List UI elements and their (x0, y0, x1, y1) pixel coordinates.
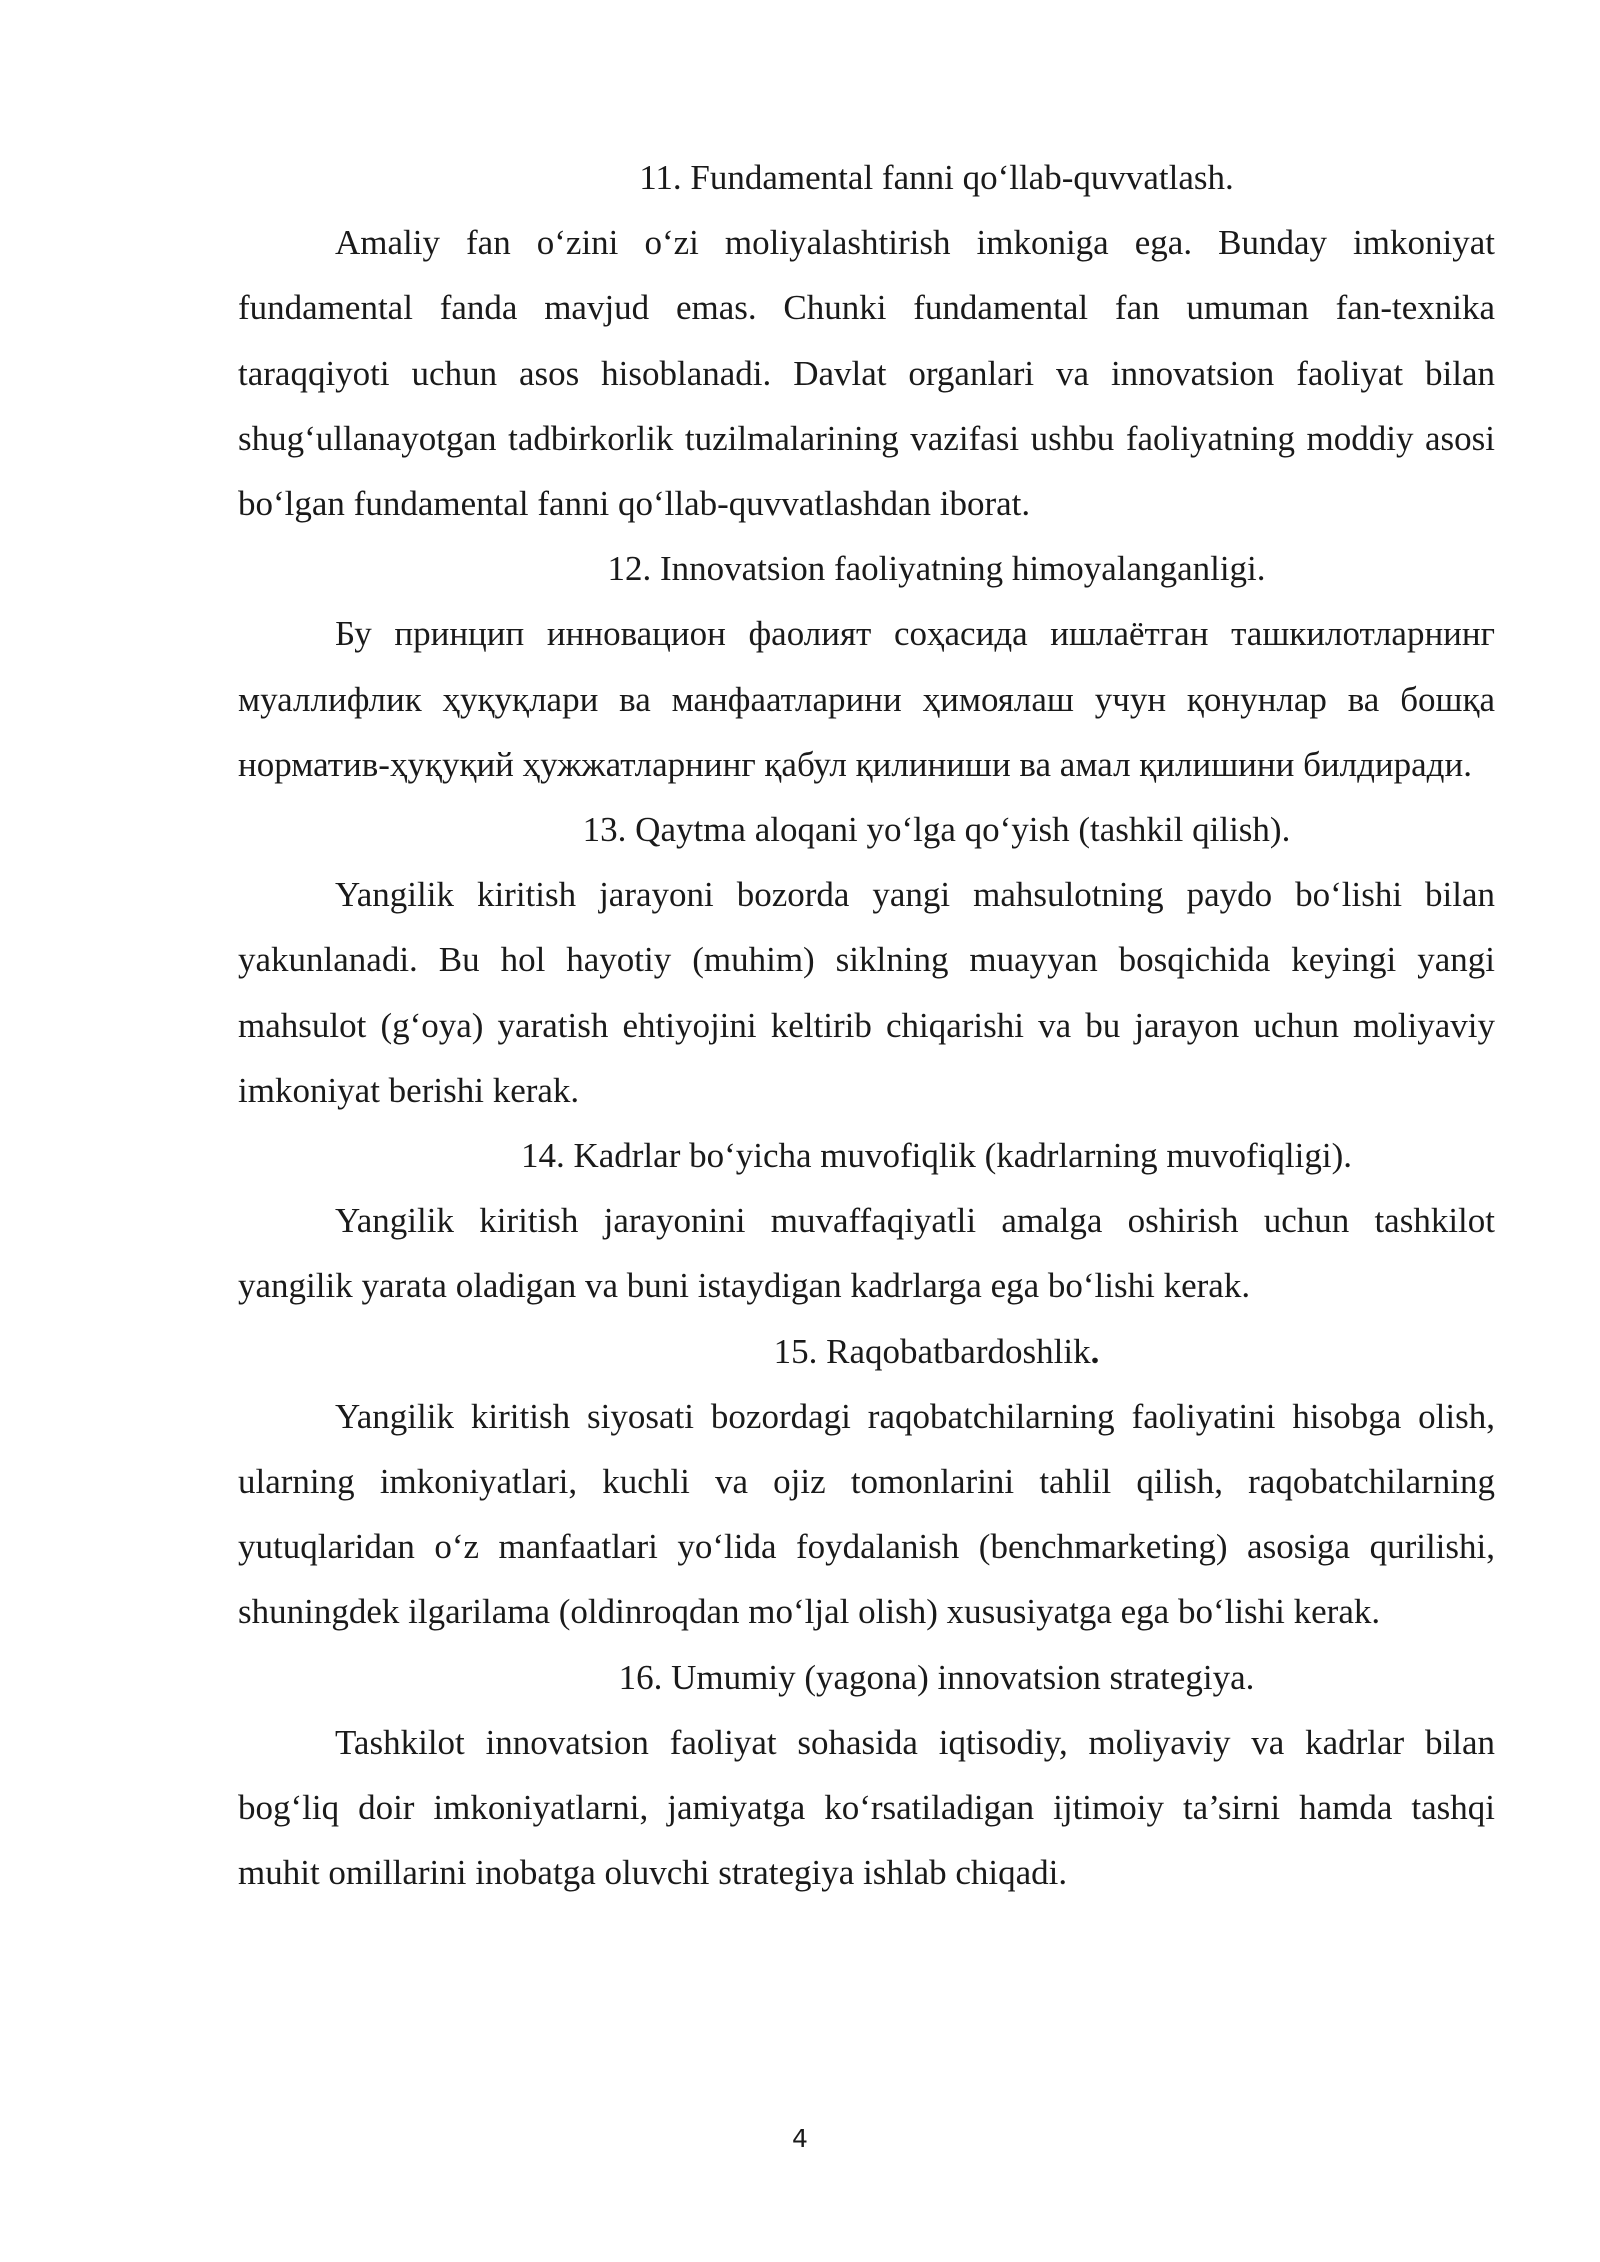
section-paragraph-12: Бу принцип инновацион фаолият соҳасида ишлаётган ташкилотларнинг муаллифлик ҳуқуқлари ва манфаатларини ҳимоялаш учун қонунлар ва бошқа норматив-ҳуқуқий ҳужжатларнинг қабул қилиниши ва амал қилишини билдиради. (238, 614, 1495, 784)
section-heading-15-text: 15. Raqobatbardoshlik (773, 1331, 1091, 1371)
section-paragraph-13: Yangilik kiritish jarayoni bozorda yangi mahsulotning paydo bo‘lishi bilan yakunlanadi. Bu hol hayotiy (muhim) siklning muayyan bosqichida keyingi yangi mahsulot (g‘oya) yaratish ehtiyojini keltirib chiqarishi va bu jarayon uchun moliyaviy imkoniyat berishi kerak. (238, 875, 1495, 1110)
section-paragraph-16: Tashkilot innovatsion faoliyat sohasida iqtisodiy, moliyaviy va kadrlar bilan bog‘liq doir imkoniyatlarni, jamiyatga ko‘rsatiladigan ijtimoiy ta’sirni hamda tashqi muhit omillarini inobatga oluvchi strategiya ishlab chiqadi. (238, 1722, 1495, 1893)
section-heading-13: 13. Qaytma aloqani yo‘lga qo‘yish (tashkil qilish). (582, 810, 1291, 850)
section-heading-16: 16. Umumiy (yagona) innovatsion strategiya. (618, 1657, 1255, 1697)
document-body (238, 145, 1495, 1905)
page-number: 4 (792, 2124, 808, 2153)
section-heading-15 (238, 1319, 1495, 1384)
section-heading-11: 11. Fundamental fanni qo‘llab-quvvatlash. (639, 158, 1234, 197)
section-heading-12: 12. Innovatsion faoliyatning himoyalanganligi. (607, 549, 1266, 589)
section-paragraph-14: Yangilik kiritish jarayonini muvaffaqiyatli amalga oshirish uchun tashkilot yangilik yarata oladigan va buni istaydigan kadrlarga ega bo‘lishi kerak. (238, 1201, 1495, 1306)
section-heading-14: 14. Kadrlar bo‘yicha muvofiqlik (kadrlarning muvofiqligi). (520, 1136, 1353, 1176)
section-heading-15-period: . (1090, 1331, 1100, 1371)
section-paragraph-15: Yangilik kiritish siyosati bozordagi raqobatchilarning faoliyatini hisobga olish, ularning imkoniyatlari, kuchli va ojiz tomonlarini tahlil qilish, raqobatchilarning yutuqlaridan o‘z manfaatlari yo‘lida foydalanish (benchmarketing) asosiga qurilishi, shuningdek ilgarilama (oldinroqdan mo‘ljal olish) xususiyatga ega bo‘lishi kerak. (238, 1396, 1495, 1632)
section-paragraph-11: Amaliy fan o‘zini o‘zi moliyalashtirish imkoniga ega. Bunday imkoniyat fundamental fanda mavjud emas. Chunki fundamental fan umuman fan-texnika taraqqiyoti uchun asos hisoblanadi. Davlat organlari va innovatsion faoliyat bilan shug‘ullanayotgan tadbirkorlik tuzilmalarining vazifasi ushbu faoliyatning moddiy asosi bo‘lgan fundamental fanni qo‘llab-quvvatlashdan iborat. (238, 223, 1495, 524)
